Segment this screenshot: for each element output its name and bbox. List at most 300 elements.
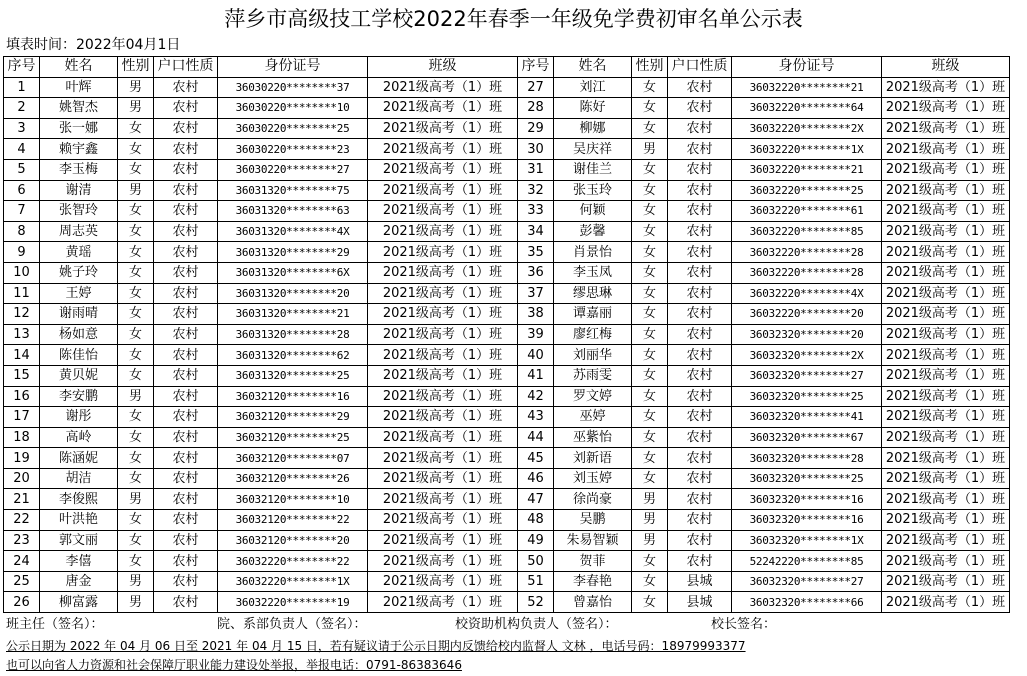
cell-id-number: 36032220********4X: [732, 283, 882, 304]
cell-household: 农村: [668, 139, 732, 160]
cell-id-number: 36030220********10: [218, 98, 368, 119]
cell-class: 2021级高考（1）班: [882, 551, 1010, 572]
cell-class: 2021级高考（1）班: [882, 345, 1010, 366]
cell-seq: 20: [4, 468, 40, 489]
table-row: [4, 139, 1010, 160]
cell-household: 农村: [668, 468, 732, 489]
table-row: [4, 304, 1010, 325]
notice-report: 也可以向省人力资源和社会保障厅职业能力建设处举报，举报电话：0791-86383646: [6, 658, 462, 672]
roster-body: [4, 77, 1010, 612]
header-id-number: 身份证号: [732, 57, 882, 78]
cell-class: 2021级高考（1）班: [368, 571, 518, 592]
cell-name: 李玉凤: [554, 262, 632, 283]
cell-id-number: 36032120********22: [218, 510, 368, 531]
cell-name: 刘江: [554, 77, 632, 98]
cell-gender: 女: [632, 551, 668, 572]
cell-name: 彭馨: [554, 221, 632, 242]
cell-class: 2021级高考（1）班: [882, 365, 1010, 386]
table-row: [4, 159, 1010, 180]
cell-id-number: 36032220********20: [732, 304, 882, 325]
cell-seq: 16: [4, 386, 40, 407]
cell-class: 2021级高考（1）班: [882, 489, 1010, 510]
cell-id-number: 36032120********07: [218, 448, 368, 469]
cell-gender: 女: [632, 448, 668, 469]
table-row: [4, 468, 1010, 489]
cell-class: 2021级高考（1）班: [368, 77, 518, 98]
cell-seq: 42: [518, 386, 554, 407]
header-id-number: 身份证号: [218, 57, 368, 78]
cell-household: 农村: [154, 159, 218, 180]
cell-household: 农村: [668, 345, 732, 366]
cell-class: 2021级高考（1）班: [882, 448, 1010, 469]
cell-household: 农村: [154, 592, 218, 613]
table-row: [4, 407, 1010, 428]
cell-household: 农村: [154, 98, 218, 119]
table-row: [4, 118, 1010, 139]
cell-class: 2021级高考（1）班: [882, 530, 1010, 551]
cell-seq: 21: [4, 489, 40, 510]
cell-id-number: 36032320********2X: [732, 345, 882, 366]
table-row: [4, 221, 1010, 242]
table-row: [4, 365, 1010, 386]
cell-class: 2021级高考（1）班: [882, 118, 1010, 139]
cell-name: 缪思琳: [554, 283, 632, 304]
table-row: [4, 571, 1010, 592]
cell-gender: 女: [118, 365, 154, 386]
cell-name: 曾嘉怡: [554, 592, 632, 613]
cell-seq: 2: [4, 98, 40, 119]
cell-household: 农村: [154, 345, 218, 366]
header-gender: 性别: [632, 57, 668, 78]
cell-class: 2021级高考（1）班: [882, 262, 1010, 283]
cell-gender: 女: [632, 77, 668, 98]
cell-seq: 24: [4, 551, 40, 572]
cell-name: 巫紫怡: [554, 427, 632, 448]
cell-class: 2021级高考（1）班: [368, 386, 518, 407]
cell-class: 2021级高考（1）班: [368, 427, 518, 448]
header-class: 班级: [882, 57, 1010, 78]
cell-class: 2021级高考（1）班: [368, 180, 518, 201]
cell-name: 柳富露: [40, 592, 118, 613]
cell-gender: 女: [118, 201, 154, 222]
header-household: 户口性质: [668, 57, 732, 78]
cell-household: 农村: [154, 365, 218, 386]
cell-id-number: 36032220********85: [732, 221, 882, 242]
cell-name: 苏雨雯: [554, 365, 632, 386]
cell-class: 2021级高考（1）班: [368, 139, 518, 160]
cell-class: 2021级高考（1）班: [368, 551, 518, 572]
cell-gender: 女: [632, 283, 668, 304]
cell-id-number: 36032220********22: [218, 551, 368, 572]
cell-household: 农村: [154, 448, 218, 469]
cell-household: 农村: [668, 242, 732, 263]
cell-name: 谢清: [40, 180, 118, 201]
cell-gender: 女: [632, 180, 668, 201]
cell-seq: 26: [4, 592, 40, 613]
cell-id-number: 36032320********16: [732, 489, 882, 510]
cell-seq: 49: [518, 530, 554, 551]
cell-gender: 男: [118, 77, 154, 98]
cell-household: 农村: [668, 489, 732, 510]
cell-name: 谢彤: [40, 407, 118, 428]
cell-id-number: 36031320********25: [218, 365, 368, 386]
cell-id-number: 36032220********28: [732, 242, 882, 263]
header-name: 姓名: [554, 57, 632, 78]
cell-class: 2021级高考（1）班: [882, 427, 1010, 448]
cell-class: 2021级高考（1）班: [882, 77, 1010, 98]
cell-class: 2021级高考（1）班: [368, 324, 518, 345]
cell-seq: 34: [518, 221, 554, 242]
cell-id-number: 36031320********21: [218, 304, 368, 325]
cell-name: 刘丽华: [554, 345, 632, 366]
cell-seq: 14: [4, 345, 40, 366]
cell-seq: 5: [4, 159, 40, 180]
cell-household: 农村: [668, 530, 732, 551]
cell-name: 柳娜: [554, 118, 632, 139]
cell-household: 农村: [668, 118, 732, 139]
cell-seq: 19: [4, 448, 40, 469]
table-row: [4, 345, 1010, 366]
cell-id-number: 52242220********85: [732, 551, 882, 572]
cell-seq: 23: [4, 530, 40, 551]
cell-name: 唐金: [40, 571, 118, 592]
cell-household: 农村: [154, 489, 218, 510]
cell-id-number: 36031320********6X: [218, 262, 368, 283]
cell-gender: 男: [632, 489, 668, 510]
cell-seq: 36: [518, 262, 554, 283]
cell-gender: 女: [118, 324, 154, 345]
cell-name: 李春艳: [554, 571, 632, 592]
cell-household: 农村: [668, 427, 732, 448]
cell-id-number: 36032220********21: [732, 77, 882, 98]
cell-household: 农村: [668, 510, 732, 531]
cell-id-number: 36032320********41: [732, 407, 882, 428]
cell-gender: 男: [632, 139, 668, 160]
cell-class: 2021级高考（1）班: [882, 468, 1010, 489]
cell-class: 2021级高考（1）班: [882, 283, 1010, 304]
cell-seq: 6: [4, 180, 40, 201]
cell-seq: 40: [518, 345, 554, 366]
cell-household: 农村: [668, 448, 732, 469]
cell-gender: 女: [118, 407, 154, 428]
cell-id-number: 36032320********1X: [732, 530, 882, 551]
cell-id-number: 36032220********61: [732, 201, 882, 222]
cell-household: 农村: [154, 242, 218, 263]
cell-name: 罗文婷: [554, 386, 632, 407]
table-row: [4, 324, 1010, 345]
cell-seq: 17: [4, 407, 40, 428]
cell-name: 郭文丽: [40, 530, 118, 551]
cell-class: 2021级高考（1）班: [368, 304, 518, 325]
cell-household: 农村: [668, 283, 732, 304]
cell-seq: 35: [518, 242, 554, 263]
cell-name: 陈涵妮: [40, 448, 118, 469]
cell-seq: 48: [518, 510, 554, 531]
cell-household: 农村: [668, 407, 732, 428]
cell-gender: 女: [118, 551, 154, 572]
cell-seq: 12: [4, 304, 40, 325]
cell-gender: 男: [118, 180, 154, 201]
cell-seq: 38: [518, 304, 554, 325]
table-row: [4, 427, 1010, 448]
cell-class: 2021级高考（1）班: [368, 118, 518, 139]
cell-name: 王婷: [40, 283, 118, 304]
cell-id-number: 36031320********75: [218, 180, 368, 201]
cell-class: 2021级高考（1）班: [882, 510, 1010, 531]
cell-gender: 女: [632, 345, 668, 366]
cell-household: 农村: [154, 221, 218, 242]
cell-household: 农村: [668, 386, 732, 407]
cell-id-number: 36032320********20: [732, 324, 882, 345]
signature-department: 院、系部负责人（签名）：: [217, 617, 367, 632]
cell-id-number: 36032220********64: [732, 98, 882, 119]
cell-id-number: 36032120********29: [218, 407, 368, 428]
cell-seq: 47: [518, 489, 554, 510]
cell-id-number: 36032220********25: [732, 180, 882, 201]
cell-household: 农村: [154, 118, 218, 139]
signature-row: [3, 616, 1023, 634]
cell-household: 农村: [154, 386, 218, 407]
cell-seq: 1: [4, 77, 40, 98]
cell-class: 2021级高考（1）班: [368, 201, 518, 222]
cell-household: 农村: [668, 365, 732, 386]
table-row: [4, 77, 1010, 98]
fill-date: 填表时间：2022年04月1日: [6, 37, 181, 53]
table-row: [4, 262, 1010, 283]
cell-name: 陈好: [554, 98, 632, 119]
cell-gender: 女: [118, 262, 154, 283]
cell-household: 农村: [668, 180, 732, 201]
cell-gender: 女: [632, 304, 668, 325]
cell-id-number: 36031320********28: [218, 324, 368, 345]
cell-gender: 女: [118, 159, 154, 180]
cell-name: 谢佳兰: [554, 159, 632, 180]
cell-gender: 女: [632, 571, 668, 592]
cell-id-number: 36032320********25: [732, 468, 882, 489]
cell-household: 农村: [154, 324, 218, 345]
signature-principal: 校长签名：: [711, 617, 777, 632]
table-row: [4, 489, 1010, 510]
cell-household: 农村: [154, 571, 218, 592]
cell-id-number: 36030220********27: [218, 159, 368, 180]
cell-name: 徐尚豪: [554, 489, 632, 510]
cell-household: 农村: [668, 77, 732, 98]
cell-household: 农村: [154, 180, 218, 201]
cell-seq: 52: [518, 592, 554, 613]
signature-head-teacher: 班主任（签名）：: [6, 617, 104, 632]
cell-id-number: 36030220********23: [218, 139, 368, 160]
cell-name: 李僖: [40, 551, 118, 572]
cell-id-number: 36031320********20: [218, 283, 368, 304]
cell-name: 赖宇鑫: [40, 139, 118, 160]
cell-class: 2021级高考（1）班: [368, 345, 518, 366]
cell-name: 张智玲: [40, 201, 118, 222]
cell-gender: 女: [118, 283, 154, 304]
header-seq: 序号: [518, 57, 554, 78]
cell-id-number: 36032120********16: [218, 386, 368, 407]
cell-household: 农村: [668, 98, 732, 119]
cell-name: 李安鹏: [40, 386, 118, 407]
cell-class: 2021级高考（1）班: [882, 304, 1010, 325]
cell-household: 农村: [154, 77, 218, 98]
cell-name: 吴庆祥: [554, 139, 632, 160]
cell-seq: 33: [518, 201, 554, 222]
table-row: [4, 592, 1010, 613]
cell-class: 2021级高考（1）班: [368, 489, 518, 510]
page-title: 萍乡市高级技工学校2022年春季一年级免学费初审名单公示表: [224, 7, 803, 31]
cell-class: 2021级高考（1）班: [368, 510, 518, 531]
cell-id-number: 36032120********26: [218, 468, 368, 489]
cell-household: 农村: [668, 201, 732, 222]
cell-gender: 女: [118, 468, 154, 489]
cell-gender: 女: [118, 345, 154, 366]
cell-class: 2021级高考（1）班: [368, 407, 518, 428]
cell-gender: 女: [632, 242, 668, 263]
cell-id-number: 36032320********16: [732, 510, 882, 531]
cell-class: 2021级高考（1）班: [368, 365, 518, 386]
cell-class: 2021级高考（1）班: [882, 592, 1010, 613]
cell-id-number: 36032320********27: [732, 365, 882, 386]
cell-class: 2021级高考（1）班: [882, 139, 1010, 160]
cell-household: 农村: [154, 510, 218, 531]
cell-household: 农村: [154, 551, 218, 572]
cell-class: 2021级高考（1）班: [368, 592, 518, 613]
cell-class: 2021级高考（1）班: [882, 386, 1010, 407]
cell-gender: 女: [632, 386, 668, 407]
cell-class: 2021级高考（1）班: [368, 530, 518, 551]
cell-household: 农村: [154, 283, 218, 304]
cell-seq: 15: [4, 365, 40, 386]
cell-household: 农村: [154, 201, 218, 222]
cell-gender: 男: [118, 386, 154, 407]
cell-gender: 女: [632, 118, 668, 139]
cell-class: 2021级高考（1）班: [368, 448, 518, 469]
cell-name: 叶辉: [40, 77, 118, 98]
cell-gender: 女: [632, 427, 668, 448]
cell-seq: 28: [518, 98, 554, 119]
cell-name: 谭嘉丽: [554, 304, 632, 325]
header-class: 班级: [368, 57, 518, 78]
cell-name: 贺菲: [554, 551, 632, 572]
cell-id-number: 36031320********62: [218, 345, 368, 366]
cell-seq: 51: [518, 571, 554, 592]
cell-gender: 女: [118, 139, 154, 160]
cell-household: 县城: [668, 592, 732, 613]
cell-household: 县城: [668, 571, 732, 592]
cell-name: 周志英: [40, 221, 118, 242]
cell-gender: 女: [118, 304, 154, 325]
table-row: [4, 510, 1010, 531]
cell-gender: 女: [632, 365, 668, 386]
cell-seq: 27: [518, 77, 554, 98]
cell-gender: 女: [632, 98, 668, 119]
cell-class: 2021级高考（1）班: [882, 407, 1010, 428]
cell-class: 2021级高考（1）班: [882, 180, 1010, 201]
cell-name: 黄贝妮: [40, 365, 118, 386]
cell-class: 2021级高考（1）班: [882, 221, 1010, 242]
cell-seq: 29: [518, 118, 554, 139]
cell-seq: 22: [4, 510, 40, 531]
table-row: [4, 242, 1010, 263]
cell-gender: 男: [632, 510, 668, 531]
cell-gender: 女: [118, 242, 154, 263]
cell-name: 黄瑶: [40, 242, 118, 263]
cell-name: 陈佳怡: [40, 345, 118, 366]
signature-aid-office: 校资助机构负责人（签名）：: [455, 617, 618, 632]
table-row: [4, 283, 1010, 304]
cell-household: 农村: [668, 221, 732, 242]
header-name: 姓名: [40, 57, 118, 78]
cell-gender: 女: [118, 510, 154, 531]
notice-period: 公示日期为 2022 年 04 月 06 日至 2021 年 04 月 15 日，若有疑议请于公示日期内反馈给校内监督人 文林 ，电话号码：18979993377: [6, 639, 746, 653]
cell-name: 何颖: [554, 201, 632, 222]
cell-class: 2021级高考（1）班: [368, 468, 518, 489]
cell-seq: 31: [518, 159, 554, 180]
cell-name: 朱易智颖: [554, 530, 632, 551]
cell-gender: 男: [118, 489, 154, 510]
cell-class: 2021级高考（1）班: [882, 324, 1010, 345]
cell-gender: 男: [118, 98, 154, 119]
cell-gender: 女: [632, 468, 668, 489]
cell-seq: 32: [518, 180, 554, 201]
cell-seq: 39: [518, 324, 554, 345]
cell-name: 刘新语: [554, 448, 632, 469]
cell-id-number: 36032320********25: [732, 386, 882, 407]
cell-name: 李俊熙: [40, 489, 118, 510]
cell-id-number: 36032120********20: [218, 530, 368, 551]
cell-seq: 46: [518, 468, 554, 489]
cell-household: 农村: [668, 304, 732, 325]
cell-gender: 女: [632, 159, 668, 180]
cell-household: 农村: [668, 159, 732, 180]
cell-gender: 男: [118, 592, 154, 613]
cell-name: 谢雨晴: [40, 304, 118, 325]
cell-name: 张玉玲: [554, 180, 632, 201]
cell-id-number: 36032220********1X: [732, 139, 882, 160]
cell-seq: 41: [518, 365, 554, 386]
cell-gender: 女: [632, 221, 668, 242]
table-row: [4, 386, 1010, 407]
cell-class: 2021级高考（1）班: [368, 283, 518, 304]
cell-name: 肖景怡: [554, 242, 632, 263]
cell-id-number: 36032220********1X: [218, 571, 368, 592]
cell-name: 吴鹏: [554, 510, 632, 531]
cell-seq: 25: [4, 571, 40, 592]
cell-seq: 18: [4, 427, 40, 448]
cell-class: 2021级高考（1）班: [882, 159, 1010, 180]
cell-name: 廖红梅: [554, 324, 632, 345]
table-row: [4, 201, 1010, 222]
cell-seq: 37: [518, 283, 554, 304]
cell-gender: 女: [632, 407, 668, 428]
cell-household: 农村: [668, 324, 732, 345]
cell-seq: 43: [518, 407, 554, 428]
cell-name: 高岭: [40, 427, 118, 448]
cell-name: 巫婷: [554, 407, 632, 428]
cell-id-number: 36030220********25: [218, 118, 368, 139]
roster-table: [3, 56, 1010, 613]
cell-gender: 女: [118, 221, 154, 242]
cell-name: 李玉梅: [40, 159, 118, 180]
cell-name: 姚智杰: [40, 98, 118, 119]
cell-id-number: 36032220********21: [732, 159, 882, 180]
cell-class: 2021级高考（1）班: [882, 242, 1010, 263]
cell-id-number: 36032220********19: [218, 592, 368, 613]
cell-name: 刘玉婷: [554, 468, 632, 489]
cell-seq: 3: [4, 118, 40, 139]
cell-id-number: 36032220********2X: [732, 118, 882, 139]
cell-household: 农村: [154, 468, 218, 489]
